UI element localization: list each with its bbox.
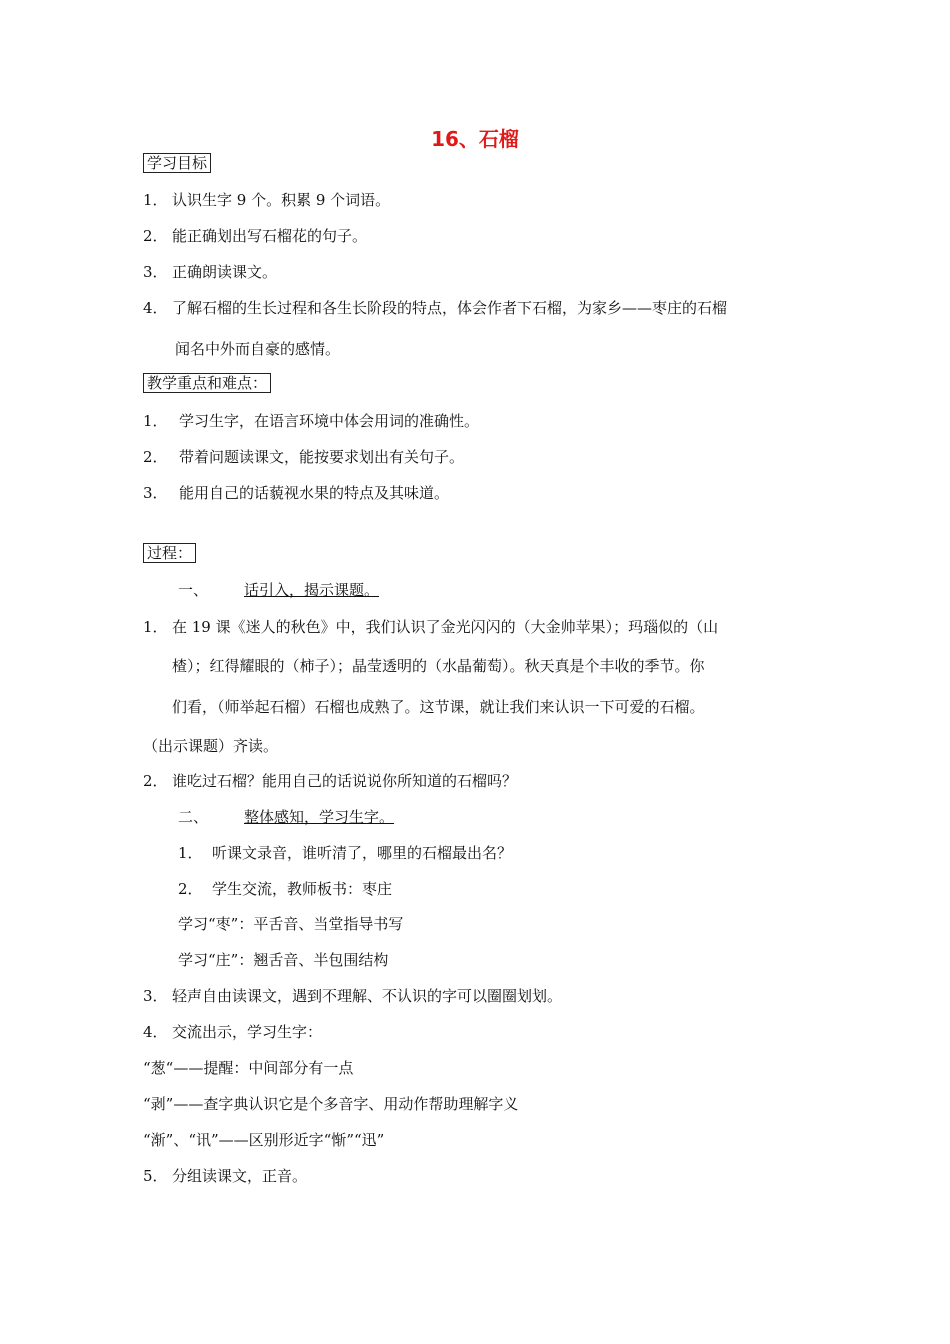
goals-heading-text: 学习目标	[143, 153, 211, 173]
process-paragraph-1: 1． 在 19 课《迷人的秋色》中，我们认识了金光闪闪的（大金帅苹果）；玛瑙似的（山	[143, 618, 719, 636]
process-paragraph-1-line-4: （出示课题）齐读。	[143, 737, 279, 755]
goals-heading	[143, 153, 211, 173]
sub-item-1: 1． 听课文录音，谁听清了，哪里的石榴最出名？	[178, 844, 513, 862]
learn-line-2: 学习“庄”：翘舌音、半包围结构	[178, 951, 389, 969]
learn-line-1: 学习“枣”：平舌音、当堂指导书写	[178, 915, 404, 933]
process-paragraph-1-line-2: 楂）；红得耀眼的（柿子）；晶莹透明的（水晶葡萄）。秋天真是个丰收的季节。你	[172, 657, 705, 675]
process-paragraph-1-line-3: 们看，（师举起石榴）石榴也成熟了。这节课，就让我们来认识一下可爱的石榴。	[172, 698, 705, 716]
focus-heading	[143, 373, 271, 393]
goal-item-1: 1． 认识生字 9 个。积累 9 个词语。	[143, 191, 391, 209]
char-note-2: “剥”——查字典认识它是个多音字、用动作帮助理解字义	[143, 1095, 519, 1113]
process-paragraph-4: 4． 交流出示，学习生字：	[143, 1023, 323, 1041]
process-paragraph-3: 3． 轻声自由读课文，遇到不理解、不认识的字可以圈圈划划。	[143, 987, 563, 1005]
sub-item-2: 2． 学生交流，教师板书：枣庄	[178, 880, 393, 898]
focus-item-1: 1． 学习生字，在语言环境中体会用词的准确性。	[143, 412, 480, 430]
focus-item-3: 3． 能用自己的话藐视水果的特点及其味道。	[143, 484, 450, 502]
goal-item-2: 2． 能正确划出写石榴花的句子。	[143, 227, 368, 245]
focus-heading-text: 教学重点和难点：	[143, 373, 271, 393]
process-heading-text: 过程：	[143, 543, 196, 563]
section-2-heading: 二、 整体感知，学习生字。	[178, 808, 395, 826]
char-note-1: “葱“——提醒：中间部分有一点	[143, 1059, 354, 1077]
process-paragraph-5: 5． 分组读课文，正音。	[143, 1167, 308, 1185]
goal-item-3: 3． 正确朗读课文。	[143, 263, 278, 281]
goal-item-4-continued: 闻名中外而自豪的感情。	[175, 340, 341, 358]
goal-item-4: 4． 了解石榴的生长过程和各生长阶段的特点，体会作者下石榴，为家乡——枣庄的石榴	[143, 299, 728, 317]
page-title: 16、石榴	[431, 127, 519, 151]
focus-item-2: 2． 带着问题读课文，能按要求划出有关句子。	[143, 448, 465, 466]
process-paragraph-2: 2． 谁吃过石榴？能用自己的话说说你所知道的石榴吗？	[143, 772, 518, 790]
char-note-3: “渐”、“讯”——区别形近字“惭”“迅”	[143, 1131, 385, 1149]
process-heading	[143, 543, 196, 563]
section-1-heading: 一、 话引入，揭示课题。	[178, 581, 380, 599]
